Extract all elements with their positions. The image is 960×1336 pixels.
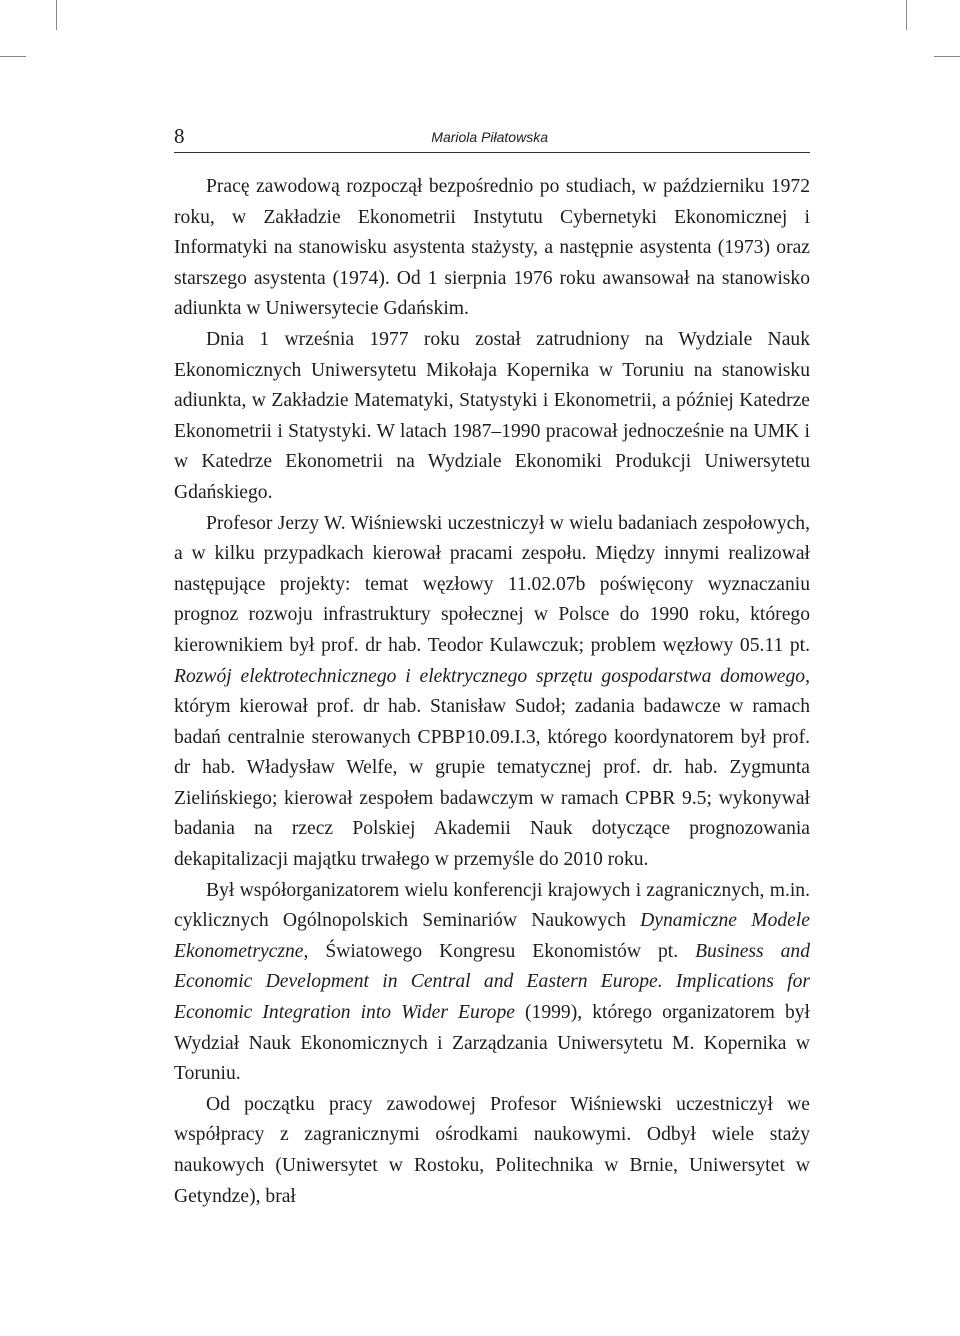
paragraph: [174, 876, 810, 1090]
text-segment: (1999), którego organizatorem był Wydział Nauk Ekonomicznych i Zarządzania Uniwersytetu M. Kopernika w Toruniu.: [174, 1002, 811, 1085]
crop-mark-top-right: [906, 0, 907, 30]
text-segment: , Światowego Kongresu Ekonomistów pt.: [303, 940, 696, 962]
crop-mark-top-left: [56, 0, 57, 30]
italic-title: Rozwój elektrotechnicznego i elektrycznego sprzętu gospodarstwa domowego: [174, 665, 806, 687]
italic-title: Business and Economic Development in Central and Eastern Europe. Implications for Economic Integration into Wider Europe: [174, 940, 810, 1024]
crop-mark-top-right-horizontal: [934, 56, 960, 57]
page-header: [174, 122, 810, 152]
paragraph: [174, 172, 810, 325]
text-segment: Profesor Jerzy W. Wiśniewski uczestniczył w wielu badaniach zespołowych, a w kilku przypadkach kierował pracami zespołu. Między innymi realizował następujące projekty: temat węzłowy 11.02.07b poświęcony wyznaczaniu prognoz rozwoju infrastruktury społecznej w Polsce do 1990 roku, którego kierownikiem był prof. dr hab. Teodor Kulawczuk; problem węzłowy 05.11 pt.: [174, 512, 810, 656]
page-number: 8: [174, 124, 185, 148]
text-segment: Pracę zawodową rozpoczął bezpośrednio po studiach, w październiku 1972 roku, w Zakładzie Ekonometrii Instytutu Cybernetyki Ekonomicznej i Informatyki na stanowisku asystenta stażysty, a następnie asystenta (1973) oraz starszego asystenta (1974). Od 1 sierpnia 1976 roku awansował na stanowisko adiunkta w Uniwersytecie Gdańskim.: [174, 176, 810, 320]
text-segment: Dnia 1 września 1977 roku został zatrudniony na Wydziale Nauk Ekonomicznych Uniwersytetu Mikołaja Kopernika w Toruniu na stanowisku adiunkta, w Zakładzie Matematyki, Statystyki i Ekonometrii, a później Katedrze Ekonometrii i Statystyki. W latach 1987–1990 pracował jednocześnie na UMK i w Katedrze Ekonometrii na Wydziale Ekonomiki Produkcji Uniwersytetu Gdańskiego.: [174, 328, 810, 503]
paragraph: [174, 325, 810, 509]
text-segment: , którym kierował prof. dr hab. Stanisław Sudoł; zadania badawcze w ramach badań centralnie sterowanych CPBP10.09.I.3, którego koordynatorem był prof. dr hab. Władysław Welfe, w grupie tematycznej prof. dr. hab. Zygmunta Zielińskiego; kierował zespołem badawczym w ramach CPBR 9.5; wykonywał badania na rzecz Polskiej Akademii Nauk dotyczące prognozowania dekapitalizacji majątku trwałego w przemyśle do 2010 roku.: [174, 665, 810, 871]
italic-title: Dynamiczne Modele Ekonometryczne: [174, 910, 810, 962]
text-segment: Był współorganizatorem wielu konferencji krajowych i zagranicznych, m.in. cyklicznych Ogólnopolskich Seminariów Naukowych: [174, 879, 810, 932]
paragraph: [174, 1090, 810, 1212]
text-segment: Od początku pracy zawodowej Profesor Wiśniewski uczestniczył we współpracy z zagranicznymi ośrodkami naukowymi. Odbył wiele staży naukowych (Uniwersytet w Rostoku, Politechnika w Brnie, Uniwersytet w Getyndze), brał: [174, 1093, 810, 1207]
crop-mark-top-left-horizontal: [0, 56, 26, 57]
running-head-author: Mariola Piłatowska: [431, 129, 548, 145]
paragraph: [174, 509, 810, 876]
header-rule: [174, 152, 810, 153]
body-text: [174, 172, 810, 1212]
